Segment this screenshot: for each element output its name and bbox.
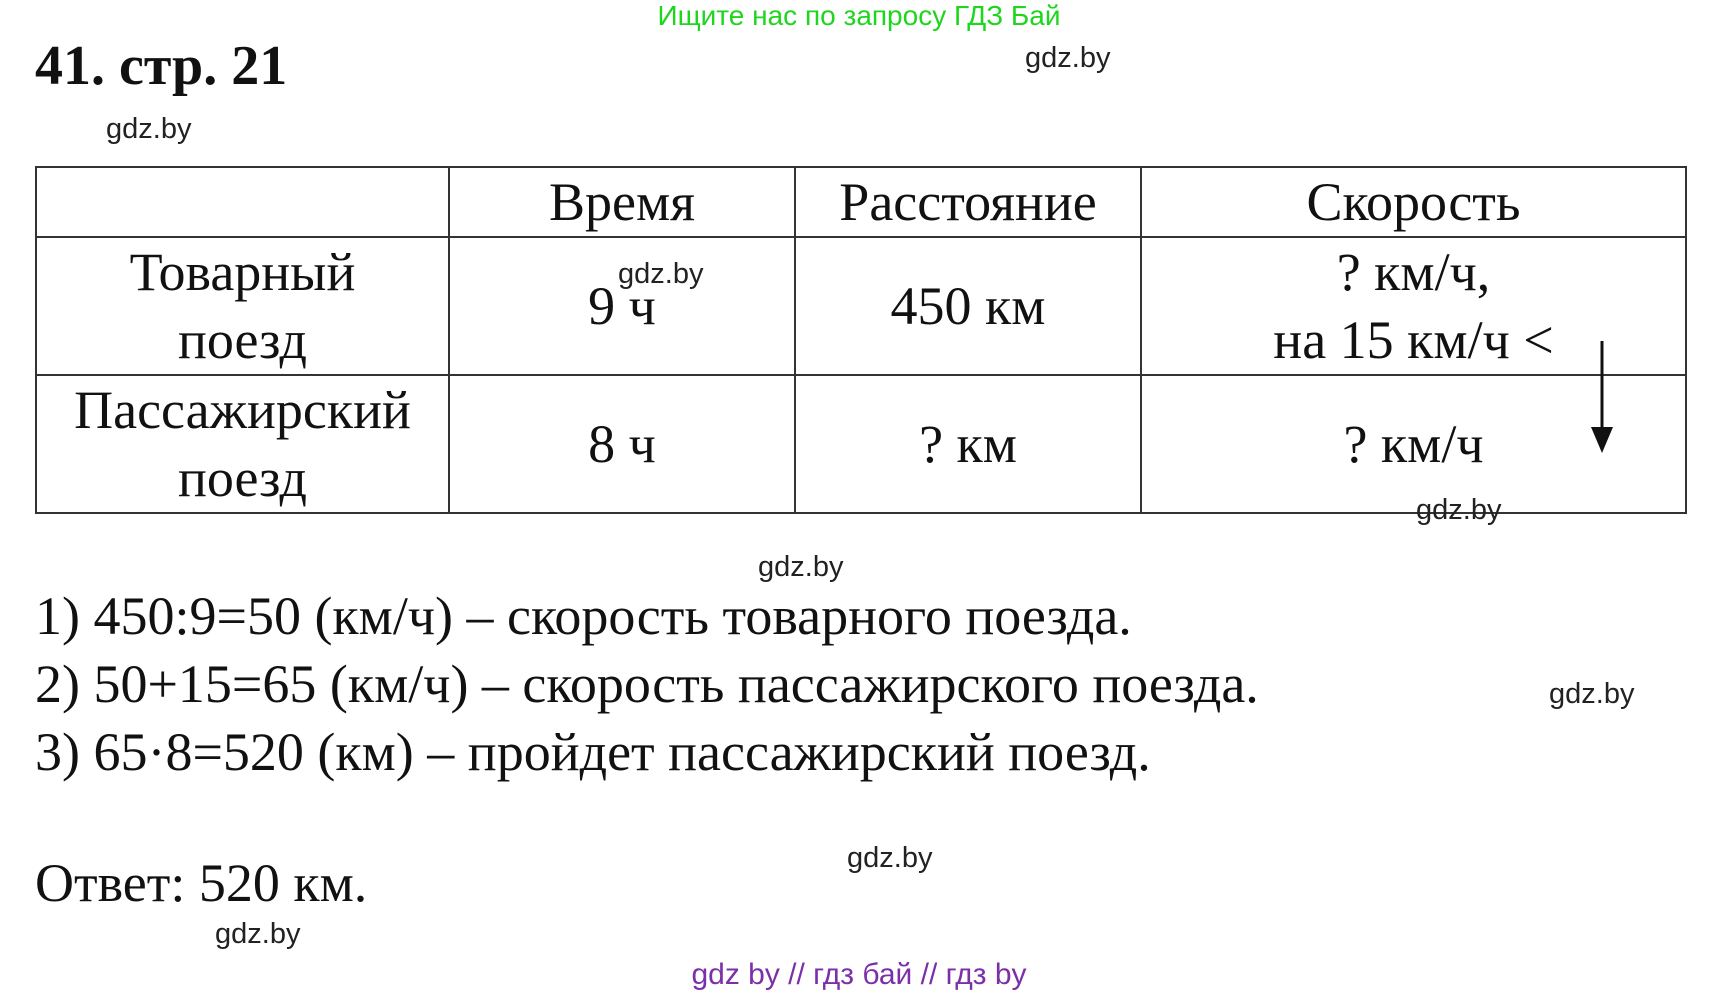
header-cell: Расстояние [795, 167, 1141, 237]
watermark: gdz.by [758, 551, 844, 583]
answer-text: Ответ: 520 км. [35, 853, 368, 913]
row-label [36, 237, 449, 375]
watermark: gdz.by [847, 842, 933, 874]
down-arrow-icon [1584, 341, 1620, 455]
row-label-line: Пассажирский [74, 380, 411, 440]
watermark: gdz.by [106, 113, 192, 145]
table-row [36, 237, 1686, 375]
top-banner: Ищите нас по запросу ГДЗ Бай [657, 0, 1061, 31]
header-cell: Время [449, 167, 795, 237]
solution-step: 2) 50+15=65 (км/ч) – скорость пассажирского поезда. [35, 654, 1259, 714]
time-cell: 8 ч [449, 375, 795, 513]
time-value: 9 ч [588, 276, 656, 336]
speed-value: ? км/ч [1343, 414, 1484, 474]
data-table [35, 166, 1687, 526]
row-label-line: поезд [177, 448, 307, 508]
watermark: gdz.by [618, 258, 704, 290]
speed-line: на 15 км/ч < [1273, 310, 1554, 370]
watermark: gdz.by [1549, 678, 1635, 710]
watermark: gdz.by [1416, 494, 1502, 526]
footer-text: gdz by // гдз бай // гдз by [691, 958, 1027, 991]
watermark: gdz.by [1025, 42, 1111, 74]
header-cell: Скорость [1141, 167, 1686, 237]
row-label-line: поезд [177, 310, 307, 370]
time-cell [449, 237, 795, 375]
watermark: gdz.by [215, 918, 301, 950]
solution-step: 1) 450:9=50 (км/ч) – скорость товарного поезда. [35, 586, 1132, 646]
solution-step: 3) 65·8=520 (км) – пройдет пассажирский поезд. [35, 722, 1151, 782]
distance-cell: ? км [795, 375, 1141, 513]
row-label [36, 375, 449, 513]
page-title: 41. стр. 21 [35, 35, 288, 97]
distance-cell: 450 км [795, 237, 1141, 375]
header-cell [36, 167, 449, 237]
table-header-row [36, 167, 1686, 237]
speed-line: ? км/ч, [1336, 242, 1491, 302]
table-row [36, 375, 1686, 513]
row-label-line: Товарный [129, 242, 356, 302]
